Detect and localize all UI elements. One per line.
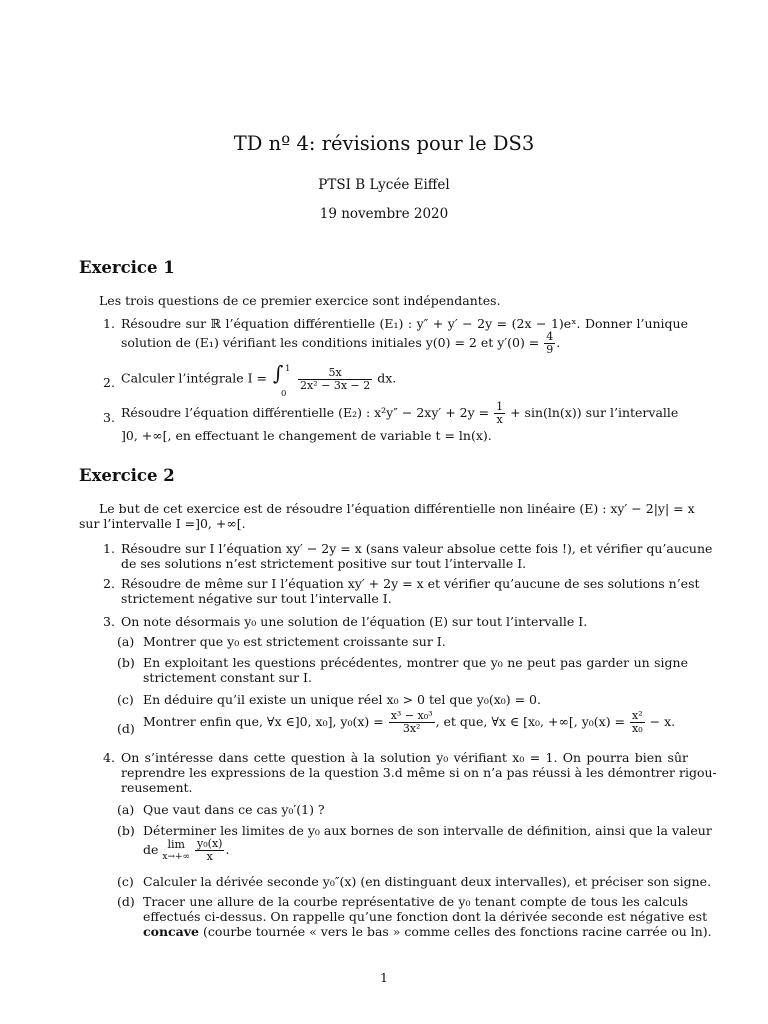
- ex2-q3c-label: (c): [117, 692, 134, 707]
- ex2-q1-line1: Résoudre sur I l’équation xy′ − 2y = x (sans valeur absolue cette fois !), et vérifier qu’aucune: [121, 541, 713, 556]
- ex2-q2-number: 2.: [103, 576, 115, 591]
- ex2-q4-line2: reprendre les expressions de la question 3.d même si on n’a pas réussi à les démontrer rigou-: [121, 765, 717, 780]
- ex2-q4b-end: .: [225, 842, 230, 857]
- ex2-q3d-text3: − x.: [649, 714, 676, 729]
- ex2-q4b-line2: [143, 838, 229, 863]
- ex2-q3d-text2: , et que, ∀x ∈ [x₀, +∞[, y₀(x) =: [435, 714, 626, 729]
- ex2-q1-line2: de ses solutions n’est strictement positive sur tout l’intervalle I.: [121, 556, 527, 571]
- ex2-q3a-label: (a): [117, 634, 135, 649]
- ex2-q4c-text: Calculer la dérivée seconde y₀″(x) (en distinguant deux intervalles), et préciser son signe.: [143, 874, 712, 889]
- ex1-q1-text: solution de (E₁) vérifiant les conditions initiales y(0) = 2 et y′(0) =: [121, 335, 540, 350]
- ex2-q4-number: 4.: [103, 750, 115, 765]
- ex1-q1-line2: solution de (E₁) vérifiant les conditions initiales y(0) = 2 et y′(0) = $\frac{4}{9}$ .: [121, 330, 561, 356]
- ex2-q4-line1: On s’intéresse dans cette question à la solution y₀ vérifiant x₀ = 1. On pourra bien sûr: [121, 750, 688, 765]
- ex1-intro: Les trois questions de ce premier exercice sont indépendantes.: [99, 293, 501, 308]
- ex2-q4d-text: (courbe tournée « vers le bas » comme celles des fonctions racine carrée ou ln).: [198, 924, 712, 939]
- ex1-q2-end: dx.: [377, 370, 397, 386]
- exercise-2-heading: Exercice 2: [79, 466, 175, 485]
- ex2-q4d-line1: Tracer une allure de la courbe représentative de y₀ tenant compte de tous les calculs: [143, 894, 688, 909]
- ex1-q1-fraction: $\frac{4}{9}$: [546, 330, 554, 356]
- ex2-q3b-line2: strictement constant sur I.: [143, 670, 312, 685]
- ex1-q2-line: [121, 361, 397, 399]
- ex2-q4b-limit: lim x→+∞: [162, 837, 191, 862]
- ex2-q4b-fraction: $\frac{\text{y₀(x)}}{x}$: [197, 837, 223, 863]
- ex2-q3d-fraction-1: $\frac{\text{x³ − x₀³}}{\text{3x²}}$: [390, 709, 433, 735]
- ex2-q3c-text: En déduire qu’il existe un unique réel x₀ > 0 tel que y₀(x₀) = 0.: [143, 692, 541, 707]
- ex2-q4b-label: (b): [117, 823, 135, 838]
- ex2-q3-number: 3.: [103, 614, 115, 629]
- ex2-q4a-text: Que vaut dans ce cas y₀′(1) ?: [143, 802, 325, 817]
- ex2-q4d-label: (d): [117, 894, 135, 909]
- ex1-q2-fraction: $\frac{5x}{\text{2x² − 3x − 2}}$: [300, 365, 371, 392]
- ex1-q1-line1: Résoudre sur ℝ l’équation différentielle (E₁) : y″ + y′ − 2y = (2x − 1)eˣ. Donner l’unique: [121, 316, 688, 331]
- ex2-q2-line1: Résoudre de même sur I l’équation xy′ + 2y = x et vérifier qu’aucune de ses solutions n’est: [121, 576, 700, 591]
- ex1-q3-text: Résoudre l’équation différentielle (E₂) : x²y″ − 2xy′ + 2y =: [121, 405, 490, 420]
- ex2-q4a-label: (a): [117, 802, 135, 817]
- ex1-q2-text: Calculer l’intégrale I =: [121, 370, 268, 386]
- ex2-q3d-label: (d): [117, 721, 135, 736]
- ex1-q1-number: 1.: [103, 316, 115, 331]
- ex2-q2-line2: strictement négative sur tout l’intervalle I.: [121, 591, 392, 606]
- ex2-intro-line1: Le but de cet exercice est de résoudre l’équation différentielle non linéaire (E) : xy′ − 2|y| = x: [99, 501, 695, 516]
- ex2-q3a-text: Montrer que y₀ est strictement croissante sur I.: [143, 634, 446, 649]
- document-title: TD nº 4: révisions pour le DS3: [233, 132, 535, 155]
- ex2-q3b-label: (b): [117, 655, 135, 670]
- integral-sign: ∫ 1 0: [273, 361, 291, 399]
- ex2-q4-line3: reusement.: [121, 780, 193, 795]
- ex2-q4c-label: (c): [117, 874, 134, 889]
- ex2-q4b-line1: Déterminer les limites de y₀ aux bornes de son intervalle de définition, ainsi que la valeur: [143, 823, 712, 838]
- ex2-q3d-line: [143, 710, 675, 735]
- ex1-q3-number: 3.: [103, 410, 115, 425]
- document-author: PTSI B Lycée Eiffel: [318, 177, 450, 193]
- document-date: 19 novembre 2020: [319, 206, 449, 222]
- ex2-q3b-line1: En exploitant les questions précédentes, montrer que y₀ ne peut pas garder un signe: [143, 655, 688, 670]
- ex2-q4d-line2: effectués ci-dessus. On rappelle qu’une fonction dont la dérivée seconde est négative est: [143, 909, 708, 924]
- ex2-q3d-fraction-2: $\frac{\text{x²}}{\text{x₀}}$: [632, 709, 643, 735]
- ex2-q4d-line3: [143, 924, 712, 939]
- ex1-q2-number: 2.: [103, 375, 115, 390]
- page-number: 1: [380, 970, 388, 985]
- ex1-q3-fraction: $\frac{1}{x}$: [496, 400, 504, 426]
- exercise-1-heading: Exercice 1: [79, 258, 175, 277]
- ex1-q3-line2: ]0, +∞[, en effectuant le changement de variable t = ln(x).: [121, 428, 492, 443]
- ex2-q4d-bold-term: concave: [143, 924, 199, 939]
- ex2-q3-line1: On note désormais y₀ une solution de l’équation (E) sur tout l’intervalle I.: [121, 614, 588, 629]
- ex2-q4b-text: de: [143, 842, 159, 857]
- ex1-q3-text2: + sin(ln(x)) sur l’intervalle: [510, 405, 679, 420]
- ex2-q1-number: 1.: [103, 541, 115, 556]
- ex2-intro-line2: sur l’intervalle I =]0, +∞[.: [79, 516, 246, 531]
- ex1-q3-line1: [121, 401, 688, 426]
- ex2-q3d-text: Montrer enfin que, ∀x ∈]0, x₀], y₀(x) =: [143, 714, 384, 729]
